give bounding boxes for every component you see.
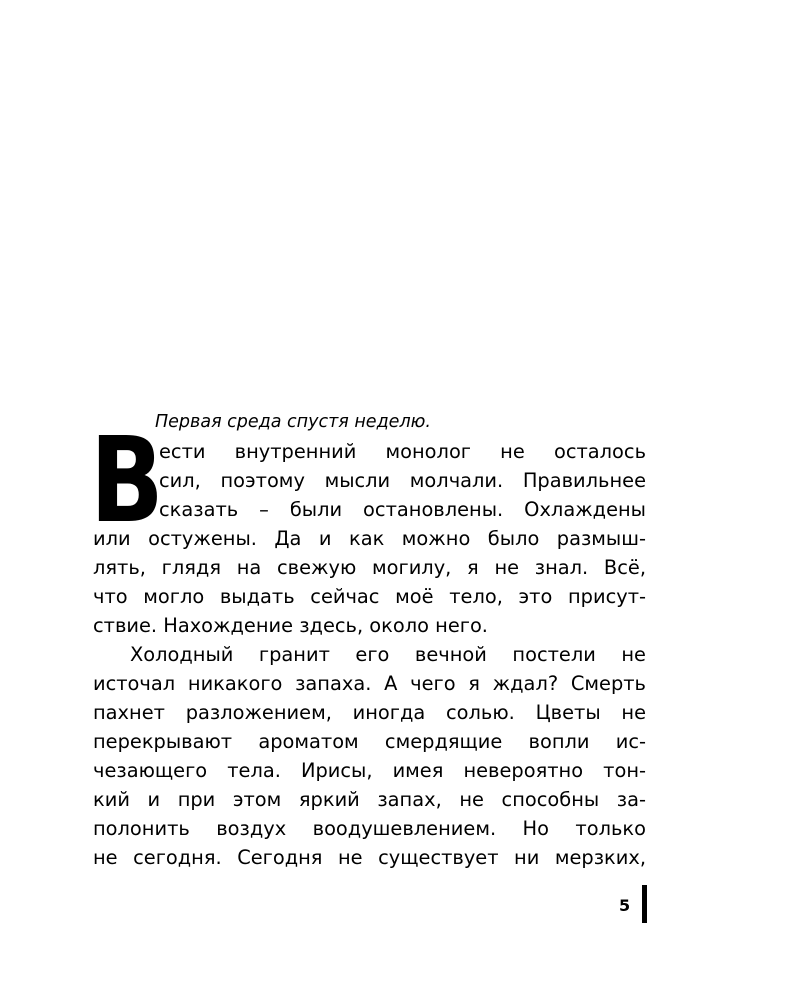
text-line: лять, глядя на свежую могилу, я не знал. Всё, [93, 556, 646, 579]
text-line: пахнет разложением, иногда солью. Цветы не [93, 701, 646, 724]
text-line: ести внутренний монолог не осталось [159, 440, 646, 463]
page-number: 5 [619, 896, 631, 915]
text-line: или остужены. Да и как можно было размыш- [93, 527, 646, 550]
text-line: сил, поэтому мысли молчали. Правильнее [159, 469, 646, 492]
text-line: ствие. Нахождение здесь, около него. [93, 614, 488, 637]
text-line: сказать – были остановлены. Охлаждены [159, 498, 646, 521]
chapter-epigraph: Первая среда спустя неделю. [155, 412, 431, 432]
text-line: не сегодня. Сегодня не существует ни мерзких, [93, 846, 646, 869]
text-line: Холодный гранит его вечной постели не [130, 643, 646, 666]
text-line: кий и при этом яркий запах, не способны за- [93, 788, 646, 811]
text-line: полонить воздух воодушевлением. Но только [93, 817, 646, 840]
text-line: что могло выдать сейчас моё тело, это присут- [93, 585, 646, 608]
text-line: чезающего тела. Ирисы, имея невероятно тон- [93, 759, 646, 782]
text-line: перекрывают ароматом смердящие вопли ис- [93, 730, 646, 753]
text-line: источал никакого запаха. А чего я ждал? Смерть [93, 672, 646, 695]
drop-cap-letter: В [90, 411, 163, 549]
page-number-rule [642, 885, 647, 923]
